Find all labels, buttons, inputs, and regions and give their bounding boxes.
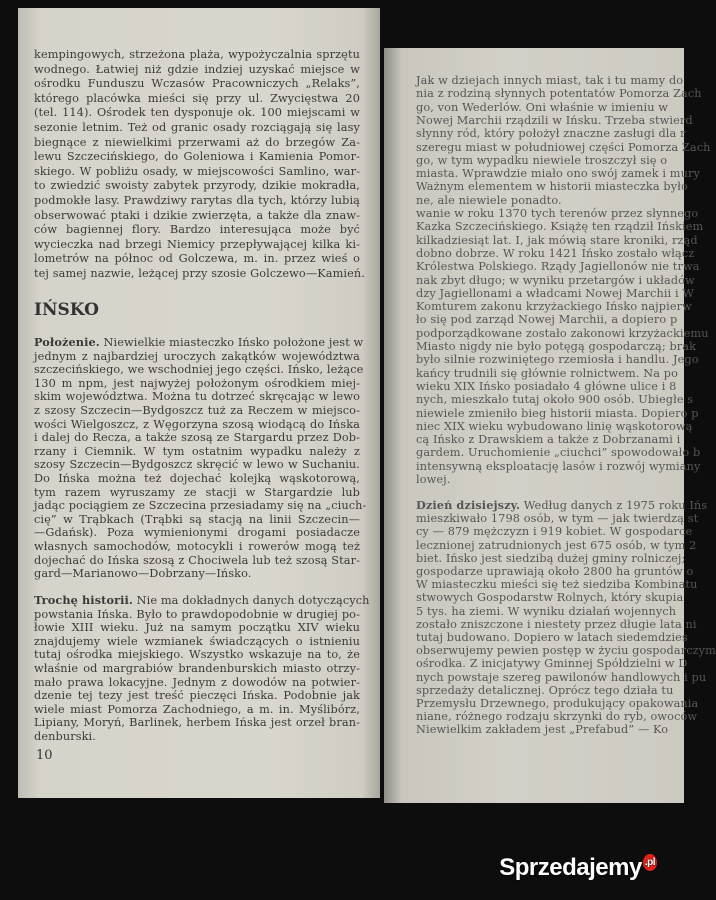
text-line: —Gdańsk). Poza wymienionymi drogami posiadacze [34,526,360,540]
watermark-logo [499,854,657,882]
text-line: lecznionej zatrudnionych jest 675 osób, w tym 2 [416,538,697,552]
text-line: Kazka Szczecińskiego. Książę ten rządził Ińskiem [416,220,704,234]
text-line: lometrów na północ od Golczewa, m. in. przez wieś o [34,252,360,266]
section-title: Trochę historii. [34,593,133,607]
text-line: Nowej Marchii rządzili w Ińsku. Trzeba stwierd [416,113,693,127]
text-line [416,499,716,512]
text-line: mało prawa lokacyjne. Jednym z dowodów na potwier- [34,675,360,689]
text-line: dzenie tej tezy jest treść pieczęci Ińska. Podobnie jak [34,689,360,703]
text-line: skiego. W pobliżu osady, w miejscowości Samlino, war- [34,164,360,178]
text-line: intensywną eksploatację lasów i rozwój wymiany [416,459,701,473]
text-line: cię” w Trąbkach (Trąbki są stacją na linii Szczecin— [34,512,360,526]
text-line: gardem. Uruchomienie „ciuchci” spowodowało b [416,446,701,460]
text-line [34,335,364,349]
text-line: Przemysłu Drzewnego, produkujący opakowania [416,697,699,710]
text-line: 5 tys. ha ziemi. W wyniku działań wojennych [416,604,677,618]
text-line: niewiele zmieniło bieg historii miasta. Dopiero p [416,406,699,420]
text-line: tym razem wyruszamy ze stacji w Stargardzie lub [34,485,360,499]
text-line: podporządkowane zostało zakonowi krzyżackiemu [416,326,709,340]
text-line: szeregu miast w południowej części Pomorza Zach [416,140,711,154]
left-book-page [18,8,380,798]
text-line: Komturem zakonu krzyżackiego Ińsko najpierw [416,300,692,314]
text-line: właśnie od margrabiów brandenburskich miasto otrzy- [34,662,360,675]
text-line: W miasteczku mieści się też siedziba Kombinatu [416,578,698,592]
text-line: gard—Marianowo—Dobrzany—Ińsko. [34,567,252,581]
text-line: słynny ród, który położył znaczne zasługi dla r [416,127,686,141]
text-line: ne, ale niewiele ponadto. [416,193,562,207]
text-line: dojechać do Ińska szosą z Chociwela lub też szosą Star- [34,553,360,567]
text-line: Lipiany, Moryń, Barlinek, herbem Ińska jest orzeł bran- [34,716,360,730]
text-line: lowej. [416,473,451,486]
text-line: nych, mieszkało tutaj około 900 osób. Ubiegłe s [416,393,694,407]
text-line: rzany i Ciemnik. W tym ostatnim wypadku należy z [34,444,360,458]
text-line: go, w tym wypadku niewiele troszczył się o [416,153,668,167]
text-span: Według danych z 1975 roku Ińs [520,499,708,512]
text-line: tutaj ośrodka miejskiego. Wszystko wskazuje na to, że [34,648,360,662]
text-line: kilkadziesiąt lat. I, jak mówią stare kroniki, rząd [416,233,698,247]
text-line: własnych samochodów, motocykli i rowerów mogą też [34,540,360,553]
text-line: (tel. 114). Ośrodek ten dysponuje ok. 100 miejscami w [34,106,360,120]
text-line: cy — 879 mężczyzn i 919 kobiet. W gospodarce [416,525,693,539]
text-line: go, von Wederlów. Oni właśnie w imieniu w [416,100,669,114]
text-line: z szosy Szczecin—Bydgoszcz tuż za Reczem w miejsco- [34,404,360,417]
text-line: Miasto nigdy nie było potęgą gospodarczą; brak [416,340,697,353]
text-line: Ważnym elementem w historii miasteczka było [416,180,688,194]
text-line: tutaj budowano. Dopiero w latach siedemdzies [416,631,688,644]
text-line: sezonie letnim. Też od granic osady rozciągają się lasy [34,121,360,134]
text-line: wości Wielgoszcz, z Węgorzyna szosą wiodącą do Ińska [34,417,360,431]
text-line: niec XIX wieku wybudowano linię wąskotorową [416,419,693,433]
text-line: wiele miast Pomorza Zachodniego, a m. in. Myślibórz, [34,702,360,716]
text-line: 130 m npm, jest najwyżej położonym ośrodkiem miej- [34,376,360,390]
text-line: i dalej do Recza, a także szosą ze Stargardu przez Dob- [34,431,360,445]
text-line [34,593,370,607]
section-title: Dzień dzisiejszy. [416,498,521,512]
text-line: szczecińskiego, we wschodniej jego części. Ińsko, leżące [34,363,364,377]
text-line: Królestwa Polskiego. Rządy Jagiellonów nie trwa [416,260,700,274]
text-line: sprzedaży detalicznej. Oprócz tego działa tu [416,683,674,697]
text-line: Niewielkim zakładem jest „Prefabud” — Ko [416,723,669,737]
text-line: obserwować ptaki i dzikie zwierzęta, a także dla znaw- [34,208,360,222]
text-line: cą Ińsko z Drawskiem a także z Dobrzanami i [416,433,681,447]
text-line: mieszkiwało 1798 osób, w tym — jak twierdzą st [416,512,699,526]
text-line: gospodarze uprawiają około 2800 ha gruntów o [416,565,694,578]
text-line: wieku XIX Ińsko posiadało 4 główne ulice i 8 [416,379,677,393]
text-line: lewu Szczecińskiego, do Goleniowa i Kamienia Pomor- [34,150,360,164]
text-line: było silnie rozwiniętego rzemiosła i handlu. Jego [416,353,699,367]
text-line: znajdujemy wiele wzmianek świadczących o istnieniu [34,634,360,648]
text-line: ośrodka. Z inicjatywy Gminnej Spółdzielni w D [416,657,688,671]
text-line: kempingowych, strzeżona plaża, wypożyczalnia sprzętu [34,48,360,61]
text-line: powstania Ińska. Było to prawdopodobnie w drugiej po- [34,607,360,621]
page-number: 10 [36,748,53,763]
text-line: zostało zniszczone i niestety przez długie lata ni [416,617,697,631]
text-line: denburski. [34,730,96,743]
text-line: nak zbyt długo; w wyniku przetargów i układów [416,273,695,287]
section-heading: IŃSKO [34,300,99,320]
text-line: biegnące z niewielkimi przerwami aż do brzegów Za- [34,135,360,149]
text-line: stwowych Gospodarstw Rolnych, który skupia [416,591,684,605]
text-line: jednym z najbardziej uroczych zakątków województwa [34,349,360,363]
text-line: niane, różnego rodzaju skrzynki do ryb, owoców [416,710,698,724]
text-line: obserwujemy pewien postęp w życiu gospodarczym [416,644,716,658]
text-line: dobno dobrze. W roku 1421 Ińsko zostało włącz [416,246,695,260]
text-span: Nie ma dokładnych danych dotyczących [132,594,370,607]
text-line: którego placówka mieści się przy ul. Zwycięstwa 20 [34,91,360,105]
text-line: skim województwa. Można tu dotrzeć skręcając w lewo [34,390,360,404]
text-line: tej samej nazwie, leżącej przy szosie Golczewo—Kamień. [34,267,365,280]
text-line: dzy Jagiellonami a władcami Nowej Marchii i W [416,286,695,300]
text-line: Jak w dziejach innych miast, tak i tu mamy do [416,74,684,87]
watermark-suffix: .pl [643,854,657,871]
watermark-text: Sprzedajemy [499,854,642,881]
text-line: szosy Szczecin—Bydgoszcz skręcić w lewo w Suchaniu. [34,458,360,472]
text-line: wycieczka nad brzegi Niemicy przepływającej kilka ki- [34,237,360,251]
section-title: Położenie. [34,335,100,349]
text-line: podmokłe lasy. Prawdziwy rarytas dla tych, którzy lubią [34,194,360,207]
text-span: Niewielkie miasteczko Ińsko położone jest w [99,336,364,349]
text-line: nia z rodziną słynnych potentatów Pomorza Zach [416,87,702,101]
text-line: łowie XIII wieku. Już na samym początku XIV wieku [34,621,360,635]
text-line: Do Ińska można też dojechać kolejką wąskotorową, [34,472,360,485]
text-line: miasta. Wprawdzie miało ono swój zamek i mury [416,167,700,181]
text-line: wanie w roku 1370 tych terenów przez słynnego [416,207,699,220]
text-line: ośrodku Funduszu Wczasów Pracowniczych „Relaks”, [34,77,360,91]
text-line: nych powstaje szereg pawilonów handlowych i pu [416,670,707,684]
right-book-page [384,48,716,803]
text-line: wodnego. Łatwiej niż gdzie indziej uzyskać miejsce w [34,62,360,76]
text-line: biet. Ińsko jest siedzibą dużej gminy rolniczej; [416,551,686,565]
text-line: kańcy trudnili się głównie rolnictwem. Na po [416,366,678,380]
text-line: to zwiedzić swoisty zabytek przyrody, dzikie mokradła, [34,179,360,193]
text-line: jadąc pociągiem ze Szczecina przesiadamy się na „ciuch- [34,499,367,513]
text-line: ło się pod zarząd Nowej Marchii, a dopiero p [416,313,678,327]
text-line: ców bagiennej flory. Bardzo interesująca może być [34,223,360,237]
